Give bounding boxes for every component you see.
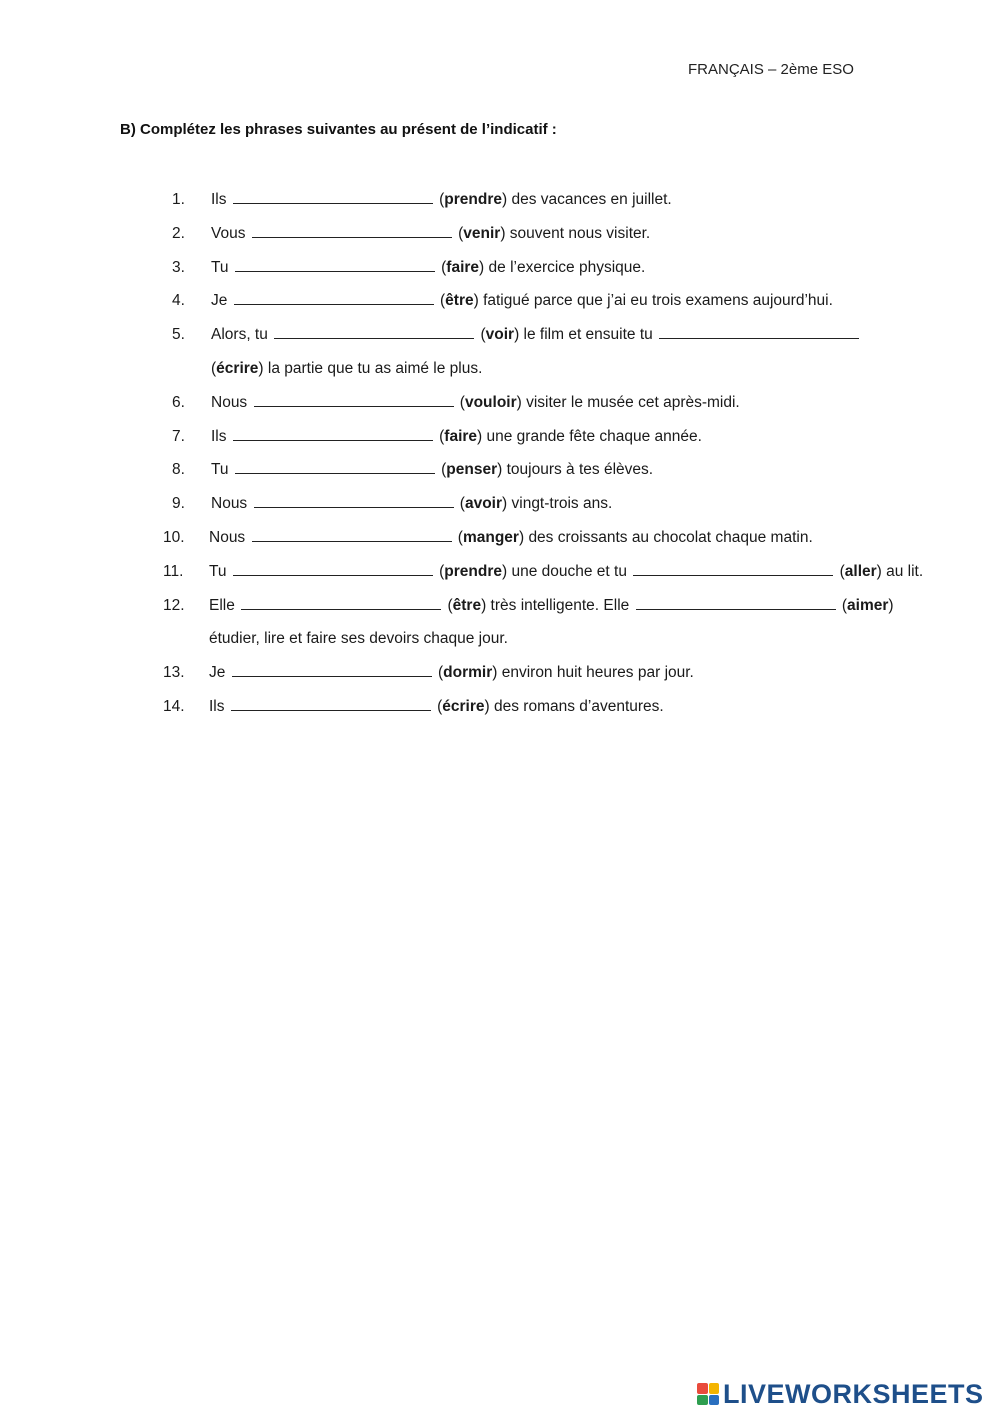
sentence-rest: vingt-trois ans.	[511, 495, 613, 513]
answer-blank[interactable]	[235, 255, 435, 272]
sentence-middle: le film et ensuite tu	[523, 326, 653, 344]
subject: Elle	[209, 596, 235, 614]
subject: Tu	[209, 562, 227, 580]
sentence-rest: des romans d’aventures.	[493, 697, 664, 715]
verb-infinitive: vouloir	[464, 393, 517, 411]
answer-blank[interactable]	[241, 593, 441, 610]
sentence-rest: toujours à tes élèves.	[506, 461, 654, 479]
subject: Ils	[211, 427, 227, 445]
list-item: 11. Tu (prendre) une douche et tu (aller) au lit.	[170, 555, 940, 589]
sentence-rest: visiter le musée cet après-midi.	[526, 393, 740, 411]
verb-infinitive: être	[445, 292, 474, 310]
verb-infinitive: voir	[485, 326, 515, 344]
sentence-rest: la partie que tu as aimé le plus.	[267, 359, 483, 377]
item-number: 3.	[172, 258, 185, 276]
answer-blank[interactable]	[252, 525, 452, 542]
sentence-rest: souvent nous visiter.	[509, 224, 651, 242]
verb-infinitive: faire	[444, 427, 478, 445]
subject: Nous	[209, 528, 246, 546]
logo-square-blue	[709, 1395, 720, 1406]
sentence-rest: au lit.	[886, 562, 924, 580]
logo-square-red	[697, 1383, 708, 1394]
item-number: 13.	[163, 664, 185, 682]
subject: Ils	[209, 697, 225, 715]
list-item: 12. Elle (être) très intelligente. Elle (aimer) étudier, lire et faire ses devoirs chaque jour.	[170, 589, 940, 657]
subject: Tu	[211, 258, 229, 276]
answer-blank[interactable]	[234, 288, 434, 305]
sentence-rest: environ huit heures par jour.	[501, 664, 694, 682]
answer-blank[interactable]	[633, 559, 833, 576]
verb-infinitive: être	[452, 596, 482, 614]
answer-blank[interactable]	[233, 424, 433, 441]
answer-blank[interactable]	[274, 322, 474, 339]
list-item: 5. Alors, tu (voir) le film et ensuite tu (écrire) la partie que tu as aimé le plus.	[170, 318, 940, 386]
list-item: 3. Tu (faire) de l’exercice physique.	[170, 251, 940, 285]
verb-infinitive: avoir	[464, 495, 503, 513]
item-number: 4.	[172, 292, 185, 310]
list-item: 7. Ils (faire) une grande fête chaque année.	[170, 420, 940, 454]
list-item: 4. Je (être) fatigué parce que j’ai eu trois examens aujourd’hui.	[170, 284, 940, 318]
item-number: 10.	[163, 528, 185, 546]
list-item: 13. Je (dormir) environ huit heures par jour.	[170, 656, 940, 690]
subject: Nous	[211, 393, 248, 411]
verb-infinitive: aimer	[847, 596, 889, 614]
verb-infinitive: penser	[446, 461, 498, 479]
subject: Alors, tu	[211, 326, 268, 344]
item-number: 1.	[172, 191, 185, 208]
answer-blank[interactable]	[235, 457, 435, 474]
verb-infinitive: manger	[462, 528, 519, 546]
subject-header: FRANÇAIS – 2ème ESO	[688, 61, 854, 78]
item-number: 7.	[172, 427, 185, 445]
answer-blank[interactable]	[231, 694, 431, 711]
sentence-rest: étudier, lire et faire ses devoirs chaque jour.	[209, 630, 508, 648]
logo-icon	[697, 1383, 719, 1405]
answer-blank[interactable]	[252, 221, 452, 238]
verb-infinitive: venir	[463, 224, 501, 242]
verb-infinitive: prendre	[444, 191, 502, 208]
verb-infinitive: aller	[844, 562, 877, 580]
sentence-rest: de l’exercice physique.	[488, 258, 646, 276]
sentence-rest: des croissants au chocolat chaque matin.	[528, 528, 813, 546]
item-number: 5.	[172, 326, 185, 344]
subject: Vous	[211, 224, 246, 242]
subject: Je	[209, 664, 226, 682]
answer-blank[interactable]	[254, 390, 454, 407]
logo-text: LIVEWORKSHEETS	[723, 1378, 984, 1409]
item-number: 9.	[172, 495, 185, 513]
list-item: 2. Vous (venir) souvent nous visiter.	[170, 217, 940, 251]
subject: Tu	[211, 461, 229, 479]
item-number: 14.	[163, 697, 185, 715]
subject: Ils	[211, 191, 227, 208]
subject: Je	[211, 292, 228, 310]
answer-blank[interactable]	[233, 559, 433, 576]
verb-infinitive: prendre	[444, 562, 503, 580]
item-number: 8.	[172, 461, 185, 479]
section-title: B) Complétez les phrases suivantes au présent de l’indicatif :	[120, 121, 557, 138]
answer-blank[interactable]	[232, 660, 432, 677]
verb-infinitive: faire	[446, 258, 480, 276]
sentence-middle: une douche et tu	[511, 562, 627, 580]
sentence-middle: très intelligente. Elle	[490, 596, 630, 614]
item-number: 12.	[163, 596, 185, 614]
item-number: 6.	[172, 393, 185, 411]
exercise-list	[163, 183, 940, 724]
list-item: 9. Nous (avoir) vingt-trois ans.	[170, 487, 940, 521]
answer-blank[interactable]	[659, 322, 859, 339]
answer-blank[interactable]	[254, 491, 454, 508]
list-item: 6. Nous (vouloir) visiter le musée cet après-midi.	[170, 386, 940, 420]
sentence-rest: des vacances en juillet.	[511, 191, 672, 208]
logo-square-green	[697, 1395, 708, 1406]
sentence-rest: une grande fête chaque année.	[486, 427, 702, 445]
list-item: 1. Ils (prendre) des vacances en juillet.	[170, 183, 940, 217]
list-item: 8. Tu (penser) toujours à tes élèves.	[170, 453, 940, 487]
answer-blank[interactable]	[233, 187, 433, 204]
verb-infinitive: écrire	[216, 359, 259, 377]
answer-blank[interactable]	[636, 593, 836, 610]
verb-infinitive: écrire	[442, 697, 485, 715]
item-number: 11.	[163, 562, 184, 580]
list-item: 10. Nous (manger) des croissants au chocolat chaque matin.	[170, 521, 940, 555]
liveworksheets-logo[interactable]	[697, 1380, 984, 1408]
logo-square-yellow	[709, 1383, 720, 1394]
sentence-rest: fatigué parce que j’ai eu trois examens aujourd’hui.	[483, 292, 833, 310]
list-item: 14. Ils (écrire) des romans d’aventures.	[170, 690, 940, 724]
item-number: 2.	[172, 224, 185, 242]
subject: Nous	[211, 495, 248, 513]
verb-infinitive: dormir	[443, 664, 493, 682]
